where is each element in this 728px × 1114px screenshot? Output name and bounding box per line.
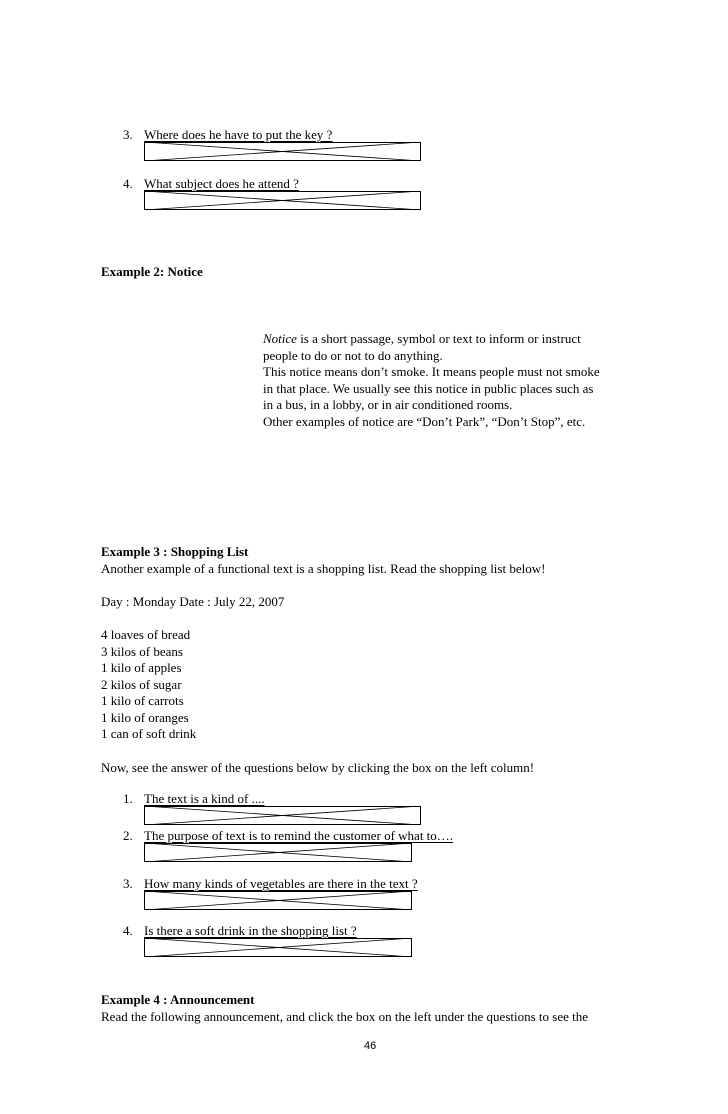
list-item: 2 kilos of sugar	[101, 676, 182, 692]
answer-box[interactable]	[144, 806, 421, 825]
notice-term: Notice	[263, 331, 297, 346]
list-item: 3 kilos of beans	[101, 643, 183, 659]
section-heading: Example 2: Notice	[101, 264, 203, 279]
question-text: Where does he have to put the key ?	[144, 127, 333, 142]
page-number: 46	[364, 1040, 377, 1052]
question-number: 4.	[123, 923, 133, 938]
list-item: 4 loaves of bread	[101, 627, 191, 642]
question-text: How many kinds of vegetables are there in the text ?	[144, 876, 418, 891]
question-text: Is there a soft drink in the shopping list ?	[144, 923, 357, 938]
answer-box[interactable]	[144, 938, 412, 957]
answer-box[interactable]	[144, 843, 412, 862]
question-number: 3.	[123, 876, 133, 891]
instruction-text: Now, see the answer of the questions below by clicking the box on the left column!	[101, 760, 535, 775]
list-item: 1 kilo of carrots	[101, 693, 184, 708]
notice-line: people to do or not to do anything.	[263, 347, 443, 363]
section-heading: Example 3 : Shopping List	[101, 544, 249, 559]
answer-box[interactable]	[144, 191, 421, 210]
notice-line: Notice is a short passage, symbol or text to inform or instruct	[263, 331, 581, 346]
question-text: The purpose of text is to remind the customer of what to….	[144, 828, 454, 843]
shopping-date: Day : Monday Date : July 22, 2007	[101, 594, 285, 609]
notice-line: in that place. We usually see this notice in public places such as	[263, 380, 594, 396]
notice-line: in a bus, in a lobby, or in air conditioned rooms.	[263, 397, 513, 412]
list-item: 1 can of soft drink	[101, 726, 197, 741]
question-number: 2.	[123, 828, 133, 843]
question-number: 4.	[123, 176, 133, 191]
notice-explanation	[263, 331, 663, 430]
notice-line: This notice means don’t smoke. It means people must not smoke	[263, 364, 600, 379]
list-item: 1 kilo of apples	[101, 660, 182, 675]
answer-box[interactable]	[144, 142, 421, 161]
list-item: 1 kilo of oranges	[101, 709, 189, 725]
section-intro: Another example of a functional text is a shopping list. Read the shopping list below!	[101, 561, 546, 576]
question-text: The text is a kind of ....	[144, 791, 265, 806]
question-text: What subject does he attend ?	[144, 176, 299, 191]
shopping-list	[101, 627, 196, 743]
notice-line: Other examples of notice are “Don’t Park”, “Don’t Stop”, etc.	[263, 413, 586, 429]
section-intro: Read the following announcement, and click the box on the left under the questions to see the	[101, 1009, 589, 1024]
question-number: 1.	[123, 791, 133, 806]
answer-box[interactable]	[144, 891, 412, 910]
question-number: 3.	[123, 127, 133, 142]
section-heading: Example 4 : Announcement	[101, 992, 255, 1007]
